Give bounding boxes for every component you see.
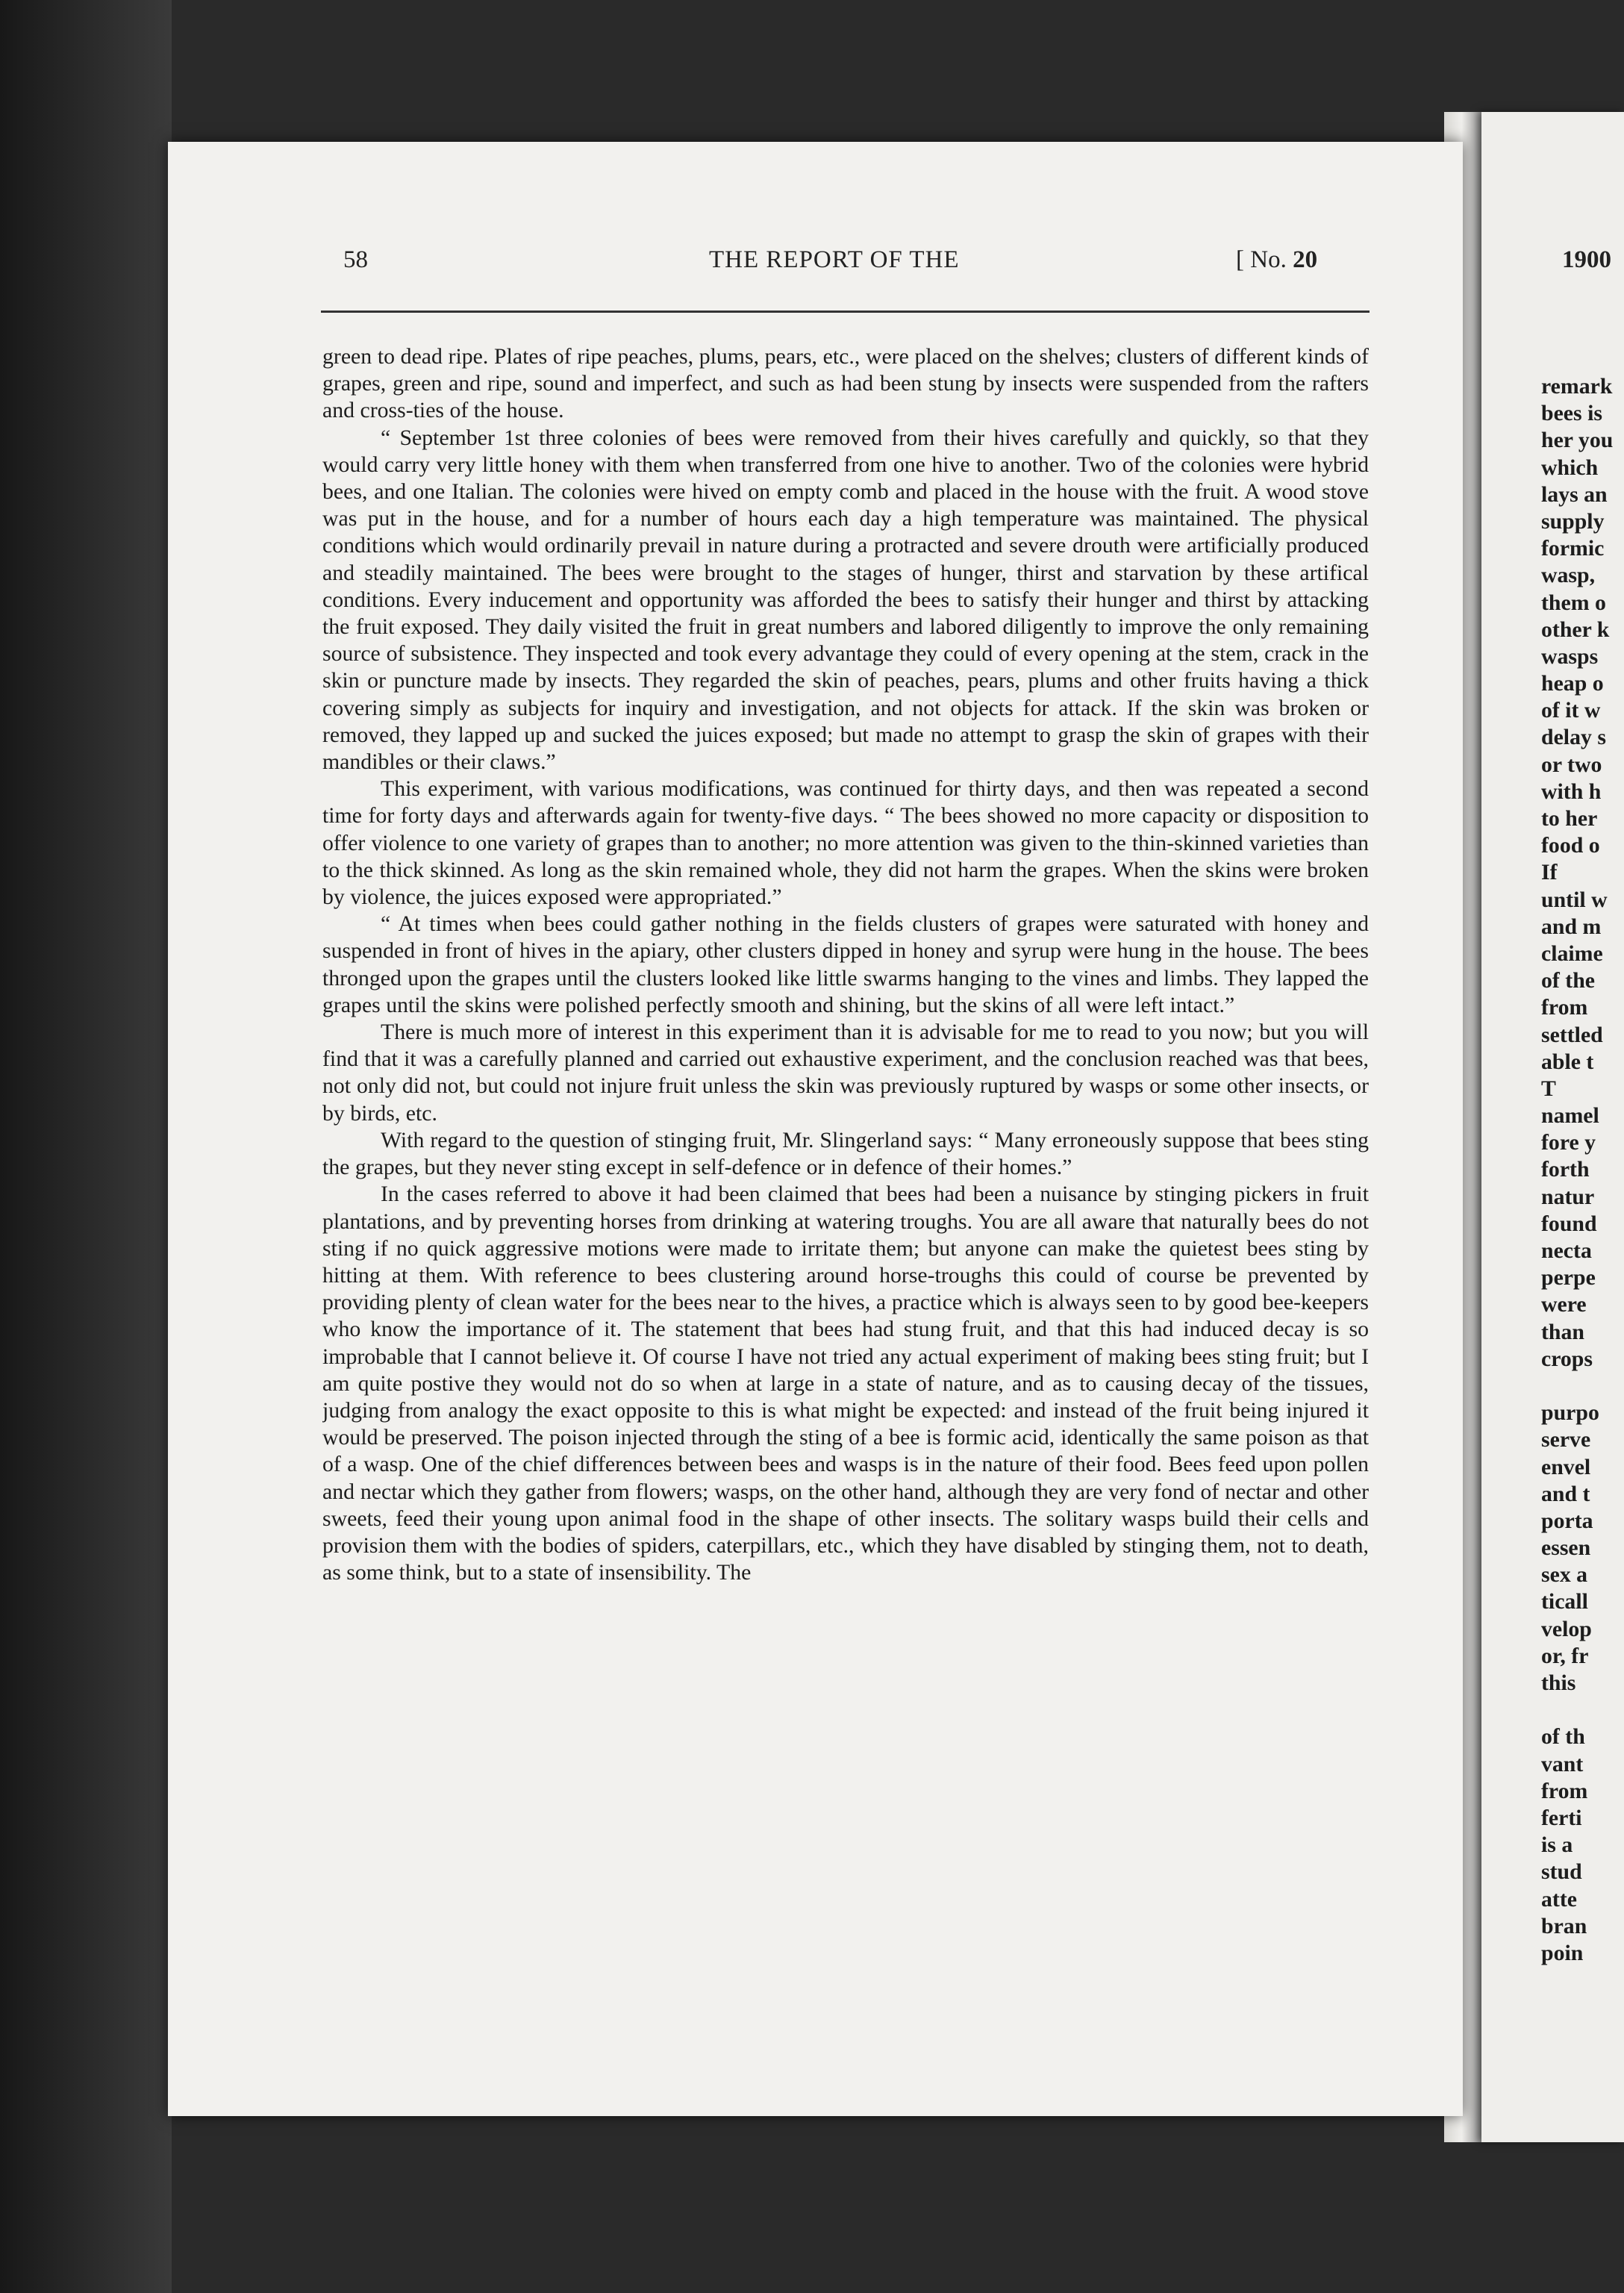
facing-page-line: of th xyxy=(1541,1724,1585,1750)
facing-page-line: until w xyxy=(1541,887,1608,912)
facing-page-line: remark xyxy=(1541,374,1613,399)
facing-page-line: stud xyxy=(1541,1859,1582,1885)
facing-page-line: or, fr xyxy=(1541,1643,1589,1668)
facing-page-line: forth xyxy=(1541,1157,1590,1182)
facing-page-line: her you xyxy=(1541,428,1614,453)
facing-page-year: 1900 xyxy=(1562,246,1611,273)
body-text xyxy=(322,343,1369,1926)
facing-page-text xyxy=(1541,373,1624,1967)
paragraph: green to dead ripe. Plates of ripe peaches, plums, pears, etc., were placed on the shelves; clusters of different kinds of grapes, green and ripe, sound and imperfect, and such as had been stung by insects were suspended from the rafters and cross-ties of the house. xyxy=(322,344,1369,423)
page-header xyxy=(343,246,1343,284)
facing-page-line: this xyxy=(1541,1670,1576,1695)
facing-page-line: fore y xyxy=(1541,1130,1596,1155)
issue-number xyxy=(1236,246,1317,274)
paragraph: With regard to the question of stinging fruit, Mr. Slingerland says: “ Many erroneously suppose that bees sting the grapes, but they never sting except in self-defence or in defence of their homes.” xyxy=(322,1127,1369,1180)
facing-page-line: ferti xyxy=(1541,1805,1582,1830)
facing-page-line: If xyxy=(1541,860,1558,885)
facing-page-line: is a xyxy=(1541,1832,1573,1858)
facing-page-line: delay s xyxy=(1541,725,1606,750)
facing-page-line: purpo xyxy=(1541,1400,1599,1426)
facing-page-line: natur xyxy=(1541,1184,1595,1209)
facing-page-line: lays an xyxy=(1541,481,1608,507)
facing-page-line: of it w xyxy=(1541,698,1601,723)
facing-page-line: sex a xyxy=(1541,1562,1588,1588)
facing-page-line: which xyxy=(1541,455,1599,480)
paragraph: This experiment, with various modifications, was continued for thirty days, and then was repeated a second time for forty days and afterwards again for twenty-five days. “ The bees showed no more capacity or disposition to offer violence to one variety of grapes than to another; no more attention was given to the thin-skinned varieties than to the thick skinned. As long as the skin remained whole, they did not harm the grapes. When the skins were broken by violence, the juices exposed were appropriated.” xyxy=(322,776,1369,910)
facing-page-line: or two xyxy=(1541,752,1602,777)
facing-page-line: settled xyxy=(1541,1022,1603,1047)
facing-page-line: wasps xyxy=(1541,643,1599,669)
facing-page-line: formic xyxy=(1541,536,1605,561)
facing-page-line: bees is xyxy=(1541,401,1602,426)
facing-page-line: heap o xyxy=(1541,671,1604,696)
facing-page-line: perpe xyxy=(1541,1265,1596,1291)
facing-page-line: wasp, xyxy=(1541,563,1596,588)
facing-page-line: from xyxy=(1541,1778,1588,1803)
facing-page-line: than xyxy=(1541,1319,1584,1344)
page-number: 58 xyxy=(343,246,368,273)
facing-page-line: necta xyxy=(1541,1238,1592,1263)
facing-page-line: and t xyxy=(1541,1481,1590,1506)
header-rule xyxy=(321,311,1370,313)
facing-page-line: to her xyxy=(1541,806,1598,831)
facing-page-line: crops xyxy=(1541,1346,1593,1371)
issue-value: 20 xyxy=(1293,246,1318,273)
facing-page-line: namel xyxy=(1541,1103,1599,1129)
facing-page-line: bran xyxy=(1541,1913,1587,1938)
facing-page-line xyxy=(1541,1373,1624,1400)
facing-page-line: serve xyxy=(1541,1427,1591,1453)
facing-page-line: T xyxy=(1541,1076,1556,1101)
facing-page-line: them o xyxy=(1541,590,1606,615)
facing-page-line: able t xyxy=(1541,1049,1594,1074)
facing-page-line: were xyxy=(1541,1292,1587,1317)
facing-page-line: supply xyxy=(1541,508,1605,534)
paragraph: There is much more of interest in this experiment than it is advisable for me to read to you now; but you will find that it was a carefully planned and carried out exhaustive experiment, and the conclusion reached was that bees, not only did not, but could not injure fruit unless the skin was previously ruptured by wasps or some other insects, or by birds, etc. xyxy=(322,1020,1369,1126)
facing-page-line: vant xyxy=(1541,1751,1584,1776)
facing-page-line: essen xyxy=(1541,1535,1591,1561)
facing-page-line: envel xyxy=(1541,1454,1591,1479)
facing-page-line: atte xyxy=(1541,1886,1577,1912)
facing-page-line: of the xyxy=(1541,968,1595,993)
paragraph: “ September 1st three colonies of bees were removed from their hives carefully and quickly, so that they would carry very little honey with them when transferred from one hive to another. Two of the colonies were hybrid bees, and one Italian. The colonies were hived on empty comb and placed in the house with the fruit. A wood stove was put in the house, and for a number of hours each day a high temperature was maintained. The physical conditions which would ordinarily prevail in nature during a protracted and severe drouth were artificially produced and steadily maintained. The bees were brought to the stages of hunger, thirst and starvation by these artifical conditions. Every inducement and opportunity was afforded the bees to satisfy their hunger and thirst by attacking the fruit exposed. They daily visited the fruit in great numbers and labored diligently to improve the only remaining source of subsistence. They inspected and took every advantage they could of every opening at the stem, crack in the skin or puncture made by insects. They regarded the skin of peaches, pears, plums and other fruits having a thick covering simply as subjects for inquiry and investigation, and not objects for attack. If the skin was broken or removed, they lapped up and sucked the juices exposed; but made no attempt to grasp the skin of grapes with their mandibles or their claws.” xyxy=(322,425,1369,775)
facing-page-line: poin xyxy=(1541,1940,1584,1965)
facing-page-line: found xyxy=(1541,1211,1597,1236)
issue-prefix: [ No. xyxy=(1236,246,1287,273)
facing-page-line: porta xyxy=(1541,1508,1593,1533)
facing-page-line: other k xyxy=(1541,617,1610,642)
facing-page-line xyxy=(1541,1697,1624,1723)
facing-page-line: from xyxy=(1541,995,1588,1020)
paragraph: In the cases referred to above it had been claimed that bees had been a nuisance by stinging pickers in fruit plantations, and by preventing horses from drinking at watering troughs. You are all aware that naturally bees do not sting if no quick aggressive motions were made to irritate them; but anyone can make the quietest bees sting by hitting at them. With reference to bees clustering around horse-troughs this could of course be prevented by providing plenty of clean water for the bees near to the hives, a practice which is always seen to by good bee-keepers who know the importance of it. The statement that bees had stung fruit, and that this had induced decay is so improbable that I cannot believe it. Of course I have not tried any actual experiment of making bees sting fruit; but I am quite postive they would not do so when at large in a state of nature, and as to causing decay of the tissues, judging from analogy the exact opposite to this is what might be expected: and instead of the fruit being injured it would be preserved. The poison injected through the sting of a bee is formic acid, identically the same poison as that of a wasp. One of the chief differences between bees and wasps is in the nature of their food. Bees feed upon pollen and nectar which they gather from flowers; wasps, on the other hand, although they are very fond of nectar and other sweets, feed their young upon animal food in the shape of other insects. The solitary wasps build their cells and provision them with the bodies of spiders, caterpillars, etc., which they have disabled by stinging them, not to death, as some think, but to a state of insensibility. The xyxy=(322,1182,1369,1585)
facing-page-line: and m xyxy=(1541,914,1602,939)
facing-page-line: with h xyxy=(1541,779,1602,804)
facing-page-line: ticall xyxy=(1541,1589,1588,1615)
paragraph: “ At times when bees could gather nothing in the fields clusters of grapes were saturated with honey and suspended in front of hives in the apiary, other clusters dipped in honey and syrup were hung in the house. The bees thronged upon the grapes until the clusters looked like little swarms hanging to the vines and limbs. They lapped the grapes until the skins were polished perfectly smooth and shining, but the skins of all were left intact.” xyxy=(322,911,1369,1017)
facing-page-line: claime xyxy=(1541,940,1603,966)
running-title: THE REPORT OF THE xyxy=(709,246,960,273)
scan-background xyxy=(0,0,172,2293)
facing-page-line: food o xyxy=(1541,833,1600,858)
facing-page-line: velop xyxy=(1541,1616,1592,1641)
